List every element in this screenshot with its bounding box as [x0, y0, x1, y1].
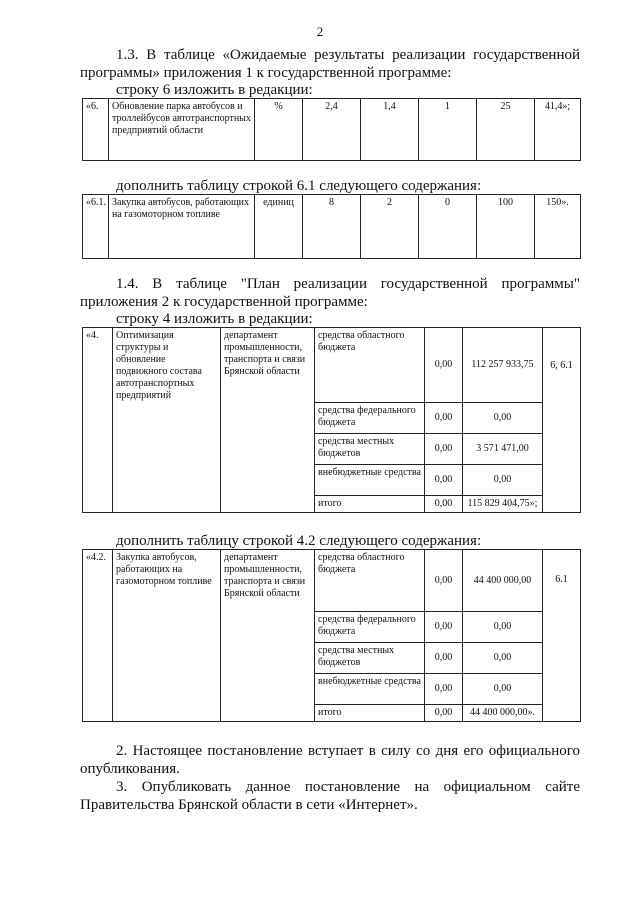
row4-source-v1: 0,00: [425, 496, 463, 513]
row61-num: «6.1.: [83, 195, 109, 259]
row61-v5: 150».: [535, 195, 581, 259]
row42-source-v2: 0,00: [463, 612, 543, 643]
row6-v4: 25: [477, 99, 535, 161]
row4-source-label: средства областного бюджета: [315, 328, 425, 403]
row42-name: Закупка автобусов, работающих на газомоторном топливе: [113, 550, 221, 722]
row4-source-v2: 3 571 471,00: [463, 434, 543, 465]
row4-source-v1: 0,00: [425, 403, 463, 434]
row4-source-v2: 115 829 404,75»;: [463, 496, 543, 513]
row42-source-v1: 0,00: [425, 550, 463, 612]
row4-source-v1: 0,00: [425, 328, 463, 403]
row42-source-v1: 0,00: [425, 612, 463, 643]
row4-source-v2: 0,00: [463, 403, 543, 434]
row42-num: «4.2.: [83, 550, 113, 722]
table-row42: [82, 549, 581, 722]
row4-name: Оптимизация структуры и обновление подвижного состава автотранспортных предприятий: [113, 328, 221, 513]
table-row: [83, 195, 581, 259]
table-row: [83, 99, 581, 161]
table-row61: [82, 194, 581, 259]
row42-source-label: средства местных бюджетов: [315, 643, 425, 674]
row61-v1: 8: [303, 195, 361, 259]
row4-source-v2: 0,00: [463, 465, 543, 496]
row42-source-label: средства федерального бюджета: [315, 612, 425, 643]
row6-v2: 1,4: [361, 99, 419, 161]
row61-v2: 2: [361, 195, 419, 259]
table-row6: [82, 98, 581, 161]
row4-source-v1: 0,00: [425, 465, 463, 496]
row4-link: 6, 6.1: [543, 328, 581, 513]
row4-source-v1: 0,00: [425, 434, 463, 465]
row4-source-label: итого: [315, 496, 425, 513]
row42-source-v1: 0,00: [425, 674, 463, 705]
row4-num: «4.: [83, 328, 113, 513]
table-row4: [82, 327, 581, 513]
row6-name: Обновление парка автобусов и троллейбусов автотранспортных предприятий области: [109, 99, 255, 161]
row61-unit: единиц: [255, 195, 303, 259]
section-1-4-intro: 1.4. В таблице "План реализации государственной программы" приложения 2 к государственной программе:: [80, 276, 580, 310]
row4-source-label: средства местных бюджетов: [315, 434, 425, 465]
table-row: [83, 550, 581, 612]
row42-source-v2: 44 400 000,00: [463, 550, 543, 612]
row42-link: 6.1: [543, 550, 581, 722]
item-3: 3. Опубликовать данное постановление на официальном сайте Правительства Брянской области в сети «Интернет».: [80, 779, 580, 813]
row42-source-v2: 0,00: [463, 643, 543, 674]
row4-caption: строку 4 изложить в редакции:: [116, 311, 313, 327]
row6-v3: 1: [419, 99, 477, 161]
row42-source-v2: 0,00: [463, 674, 543, 705]
row61-caption: дополнить таблицу строкой 6.1 следующего содержания:: [116, 178, 482, 194]
row42-source-v2: 44 400 000,00».: [463, 705, 543, 722]
row4-source-label: внебюджетные средства: [315, 465, 425, 496]
row42-source-label: внебюджетные средства: [315, 674, 425, 705]
row6-caption: строку 6 изложить в редакции:: [116, 82, 313, 98]
row61-v4: 100: [477, 195, 535, 259]
row61-v3: 0: [419, 195, 477, 259]
row4-source-label: средства федерального бюджета: [315, 403, 425, 434]
table-row: [83, 328, 581, 403]
section-1-3-intro: 1.3. В таблице «Ожидаемые результаты реализации государственной программы» приложения 1 к государственной программе:: [80, 47, 580, 81]
row6-v1: 2,4: [303, 99, 361, 161]
row6-num: «6.: [83, 99, 109, 161]
row42-source-label: итого: [315, 705, 425, 722]
row61-name: Закупка автобусов, работающих на газомоторном топливе: [109, 195, 255, 259]
row4-executor: департамент промышленности, транспорта и связи Брянской области: [221, 328, 315, 513]
row42-caption: дополнить таблицу строкой 4.2 следующего содержания:: [116, 533, 482, 549]
row6-unit: %: [255, 99, 303, 161]
row4-source-v2: 112 257 933,75: [463, 328, 543, 403]
row42-source-v1: 0,00: [425, 643, 463, 674]
item-2: 2. Настоящее постановление вступает в силу со дня его официального опубликования.: [80, 743, 580, 777]
row6-v5: 41,4»;: [535, 99, 581, 161]
row42-executor: департамент промышленности, транспорта и связи Брянской области: [221, 550, 315, 722]
row42-source-label: средства областного бюджета: [315, 550, 425, 612]
page-number: 2: [316, 24, 324, 39]
row42-source-v1: 0,00: [425, 705, 463, 722]
